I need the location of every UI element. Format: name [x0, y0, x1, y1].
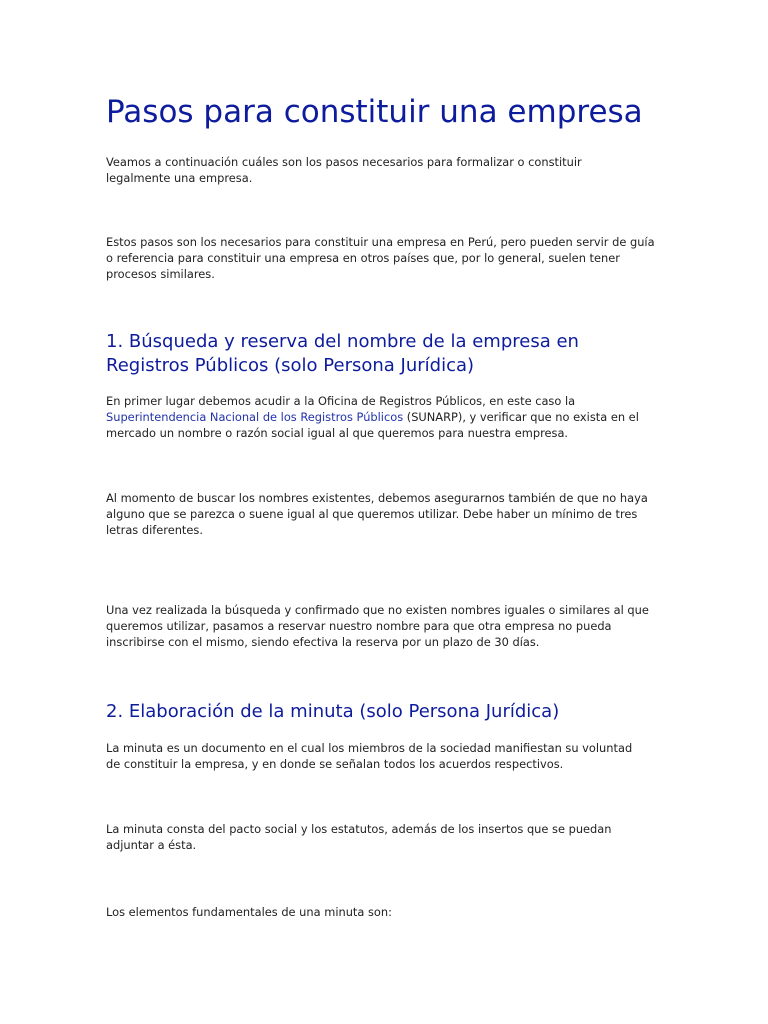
section-1-heading: 1. Búsqueda y reserva del nombre de la empresa en Registros Públicos (solo Persona Jurídica) [106, 331, 579, 376]
section-2-heading: 2. Elaboración de la minuta (solo Persona Jurídica) [106, 701, 560, 722]
context-paragraph: Estos pasos son los necesarios para constituir una empresa en Perú, pero pueden servir de guía o referencia para constituir una empresa en otros países que, por lo general, suelen tener procesos similares. [106, 235, 655, 281]
section-1-paragraph-1-text-after: (SUNARP), y verificar que no exista en el mercado un nombre o razón social igual al que queremos para nuestra empresa. [106, 410, 639, 440]
section-1-paragraph-2: Al momento de buscar los nombres existentes, debemos asegurarnos también de que no haya alguno que se parezca o suene igual al que queremos utilizar. Debe haber un mínimo de tres letras diferentes. [106, 491, 648, 537]
page-title: Pasos para constituir una empresa [106, 94, 643, 130]
intro-paragraph: Veamos a continuación cuáles son los pasos necesarios para formalizar o constituir legalmente una empresa. [106, 155, 582, 185]
section-1-paragraph-1-text-before: En primer lugar debemos acudir a la Oficina de Registros Públicos, en este caso la [106, 394, 576, 408]
section-2-paragraph-1: La minuta es un documento en el cual los miembros de la sociedad manifiestan su voluntad de constituir la empresa, y en donde se señalan todos los acuerdos respectivos. [106, 741, 633, 771]
section-1-paragraph-3: Una vez realizada la búsqueda y confirmado que no existen nombres iguales o similares al que queremos utilizar, pasamos a reservar nuestro nombre para que otra empresa no pueda inscribirse con el mismo, siendo efectiva la reserva por un plazo de 30 días. [106, 603, 649, 649]
section-2-paragraph-2: La minuta consta del pacto social y los estatutos, además de los insertos que se puedan adjuntar a ésta. [106, 822, 612, 852]
sunarp-link[interactable]: Superintendencia Nacional de los Registros Públicos [106, 410, 404, 424]
section-1-paragraph-1 [106, 393, 641, 441]
section-2-paragraph-3: Los elementos fundamentales de una minuta son: [106, 905, 392, 919]
